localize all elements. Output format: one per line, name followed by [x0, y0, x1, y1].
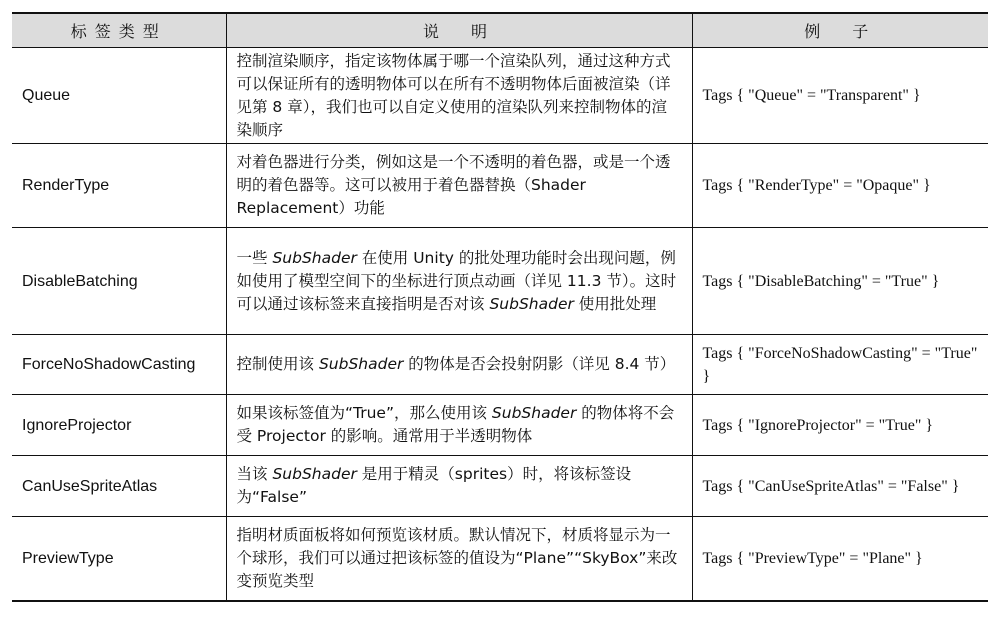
desc-text: 在使用 Unity 的批处理功能时会出现问题，例如使用了模型空间下的坐标进行顶点动画（详见 11.3 节）。这时可以通过该标签来直接指明是否对该 — [236, 248, 677, 313]
desc-text: 一些 — [236, 248, 273, 267]
tag-example: Tags { "DisableBatching" = "True" } — [692, 228, 988, 335]
table-row — [12, 228, 988, 335]
header-row — [12, 13, 988, 48]
tag-description — [226, 395, 692, 456]
tag-description — [226, 456, 692, 517]
desc-emphasis: SubShader — [489, 294, 574, 313]
desc-text: 使用批处理 — [573, 294, 657, 313]
desc-text: 如果该标签值为“True”，那么使用该 — [236, 404, 492, 422]
header-description: 说 明 — [226, 13, 692, 48]
desc-text: 的物体将不会受 Projector 的影响。通常用于半透明物体 — [236, 404, 675, 445]
tag-example: Tags { "PreviewType" = "Plane" } — [692, 517, 988, 601]
tag-name: CanUseSpriteAtlas — [12, 456, 226, 517]
table-row — [12, 395, 988, 456]
tag-name: ForceNoShadowCasting — [12, 335, 226, 395]
tag-description: 对着色器进行分类，例如这是一个不透明的着色器，或是一个透明的着色器等。这可以被用于着色器替换（Shader Replacement）功能 — [226, 144, 692, 228]
desc-text: 控制使用该 — [236, 355, 319, 373]
tag-name: IgnoreProjector — [12, 395, 226, 456]
header-example: 例 子 — [692, 13, 988, 48]
tag-name: DisableBatching — [12, 228, 226, 335]
desc-emphasis: SubShader — [272, 248, 357, 267]
table-row — [12, 456, 988, 517]
desc-emphasis: SubShader — [491, 404, 577, 422]
table-row — [12, 517, 988, 601]
desc-text: 的物体是否会投射阴影（详见 8.4 节） — [403, 355, 676, 373]
tags-table — [12, 12, 988, 602]
table-row — [12, 48, 988, 144]
tag-description — [226, 335, 692, 395]
desc-emphasis: SubShader — [318, 355, 404, 373]
tag-name: RenderType — [12, 144, 226, 228]
tag-name: Queue — [12, 48, 226, 144]
tag-example: Tags { "ForceNoShadowCasting" = "True" } — [692, 335, 988, 395]
tag-example: Tags { "IgnoreProjector" = "True" } — [692, 395, 988, 456]
desc-emphasis: SubShader — [272, 465, 357, 483]
tag-name: PreviewType — [12, 517, 226, 601]
table-body — [12, 48, 988, 601]
tag-description: 控制渲染顺序，指定该物体属于哪一个渲染队列，通过这种方式可以保证所有的透明物体可以在所有不透明物体后面被渲染（详见第 8 章），我们也可以自定义使用的渲染队列来控制物体的渲染顺序 — [226, 48, 692, 144]
tag-example: Tags { "Queue" = "Transparent" } — [692, 48, 988, 144]
desc-text: 当该 — [236, 465, 273, 483]
table-row — [12, 144, 988, 228]
tag-description — [226, 228, 692, 335]
header-tag-type: 标签类型 — [12, 13, 226, 48]
tag-example: Tags { "CanUseSpriteAtlas" = "False" } — [692, 456, 988, 517]
table-header — [12, 13, 988, 48]
tag-example: Tags { "RenderType" = "Opaque" } — [692, 144, 988, 228]
desc-text: 是用于精灵（sprites）时，将该标签设为“False” — [236, 465, 632, 506]
table-row — [12, 335, 988, 395]
tag-description: 指明材质面板将如何预览该材质。默认情况下，材质将显示为一个球形，我们可以通过把该标签的值设为“Plane”“SkyBox”来改变预览类型 — [226, 517, 692, 601]
